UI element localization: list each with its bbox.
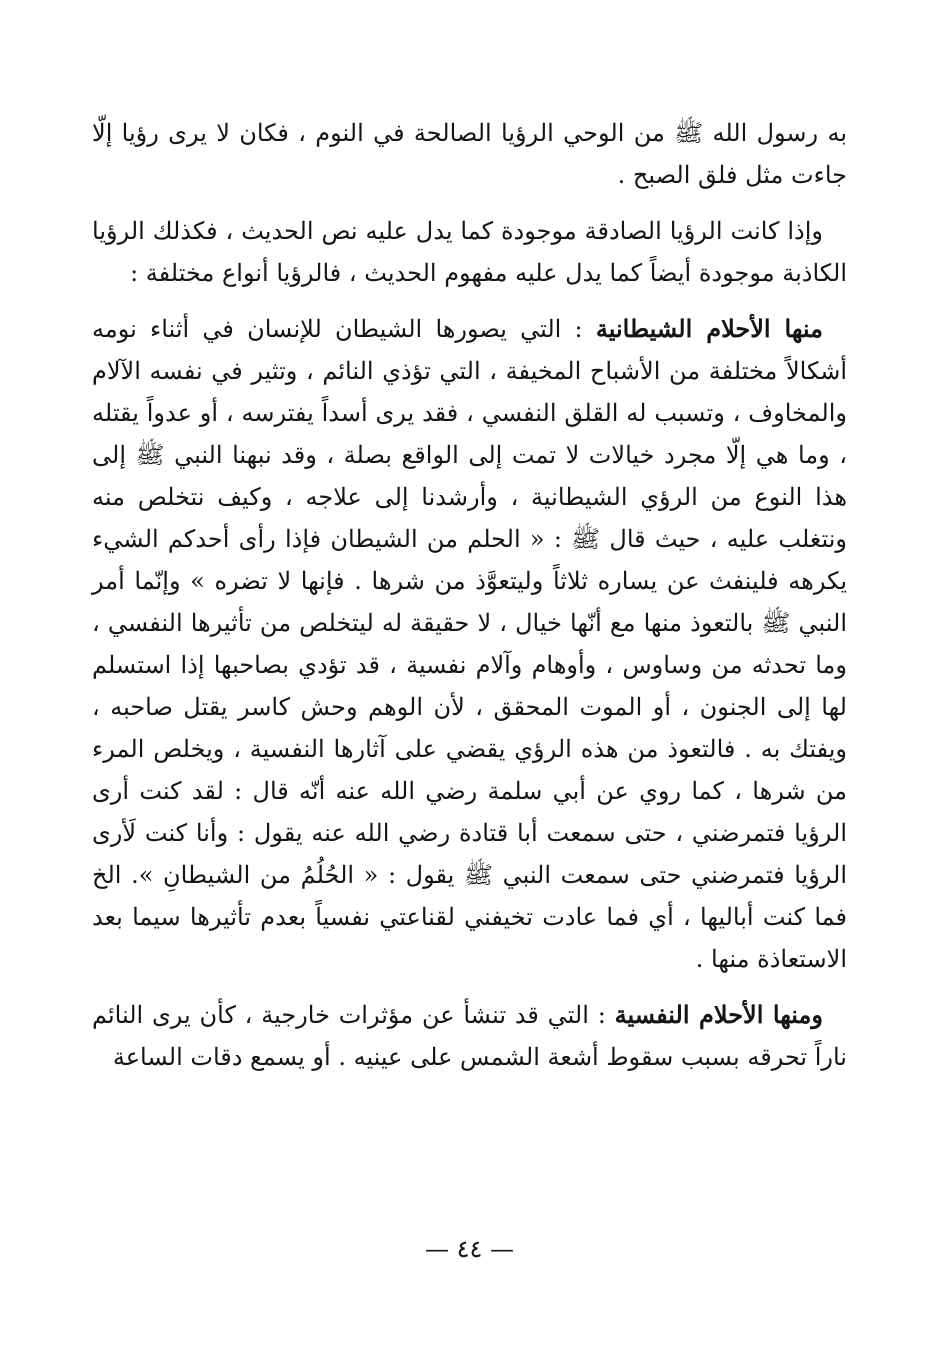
- paragraph-psychological-dreams: [92, 994, 847, 1078]
- page-number: — ٤٤ —: [424, 1235, 515, 1263]
- text-satanic-dreams: : التي يصورها الشيطان للإنسان في أثناء نومه أشكالاً مختلفة من الأشباح المخيفة ، التي تؤذي النائم ، وتثير في نفسه الآلام والمخاوف ، وتسبب له القلق النفسي ، فقد يرى أسداً يفترسه ، أو عدواً يقتله ، وما هي إلّا مجرد خيالات لا تمت إلى الواقع بصلة ، وقد نبهنا النبي ﷺ إلى هذا النوع من الرؤي الشيطانية ، وأرشدنا إلى علاجه ، وكيف نتخلص منه ونتغلب عليه ، حيث قال ﷺ : « الحلم من الشيطان فإذا رأى أحدكم الشيء يكرهه فلينفث عن يساره ثلاثاً وليتعوَّذ من شرها . فإنها لا تضره » وإنّما أمر النبي ﷺ بالتعوذ منها مع أنّها خيال ، لا حقيقة له ليتخلص من تأثيرها النفسي ، وما تحدثه من وساوس ، وأوهام وآلام نفسية ، قد تؤدي بصاحبها إذا استسلم لها إلى الجنون ، أو الموت المحقق ، لأن الوهم وحش كاسر يقتل صاحبه ، ويفتك به . فالتعوذ من هذه الرؤي يقضي على آثارها النفسية ، ويخلص المرء من شرها ، كما روي عن أبي سلمة رضي الله عنه أنّه قال : لقد كنت أرى الرؤيا فتمرضني ، حتى سمعت أبا قتادة رضي الله عنه يقول : وأنا كنت لَأرى الرؤيا فتمرضني حتى سمعت النبي ﷺ يقول : « الحُلُمُ من الشيطانِ ». الخ فما كنت أباليها ، أي فما عادت تخيفني لقناعتي نفسياً بعدم تأثيرها سيما بعد الاستعاذة منها .: [92, 315, 848, 973]
- paragraph-satanic-dreams: [92, 308, 847, 980]
- paragraph-dream-types: وإذا كانت الرؤيا الصادقة موجودة كما يدل عليه نص الحديث ، فكذلك الرؤيا الكاذبة موجودة أيضاً كما يدل عليه مفهوم الحديث ، فالرؤيا أنواع مختلفة :: [92, 217, 847, 287]
- heading-satanic-dreams: منها الأحلام الشيطانية: [595, 314, 823, 343]
- page-body: [92, 112, 847, 1262]
- paragraph-continuation: به رسول الله ﷺ من الوحي الرؤيا الصالحة في النوم ، فكان لا يرى رؤيا إلّا جاءت مثل فلق الصبح .: [92, 119, 848, 189]
- text-psychological-dreams: : التي قد تنشأ عن مؤثرات خارجية ، كأن يرى النائم ناراً تحرقه بسبب سقوط أشعة الشمس على عينيه . أو يسمع دقات الساعة: [92, 1001, 847, 1071]
- heading-psychological-dreams: ومنها الأحلام النفسية: [614, 1000, 823, 1029]
